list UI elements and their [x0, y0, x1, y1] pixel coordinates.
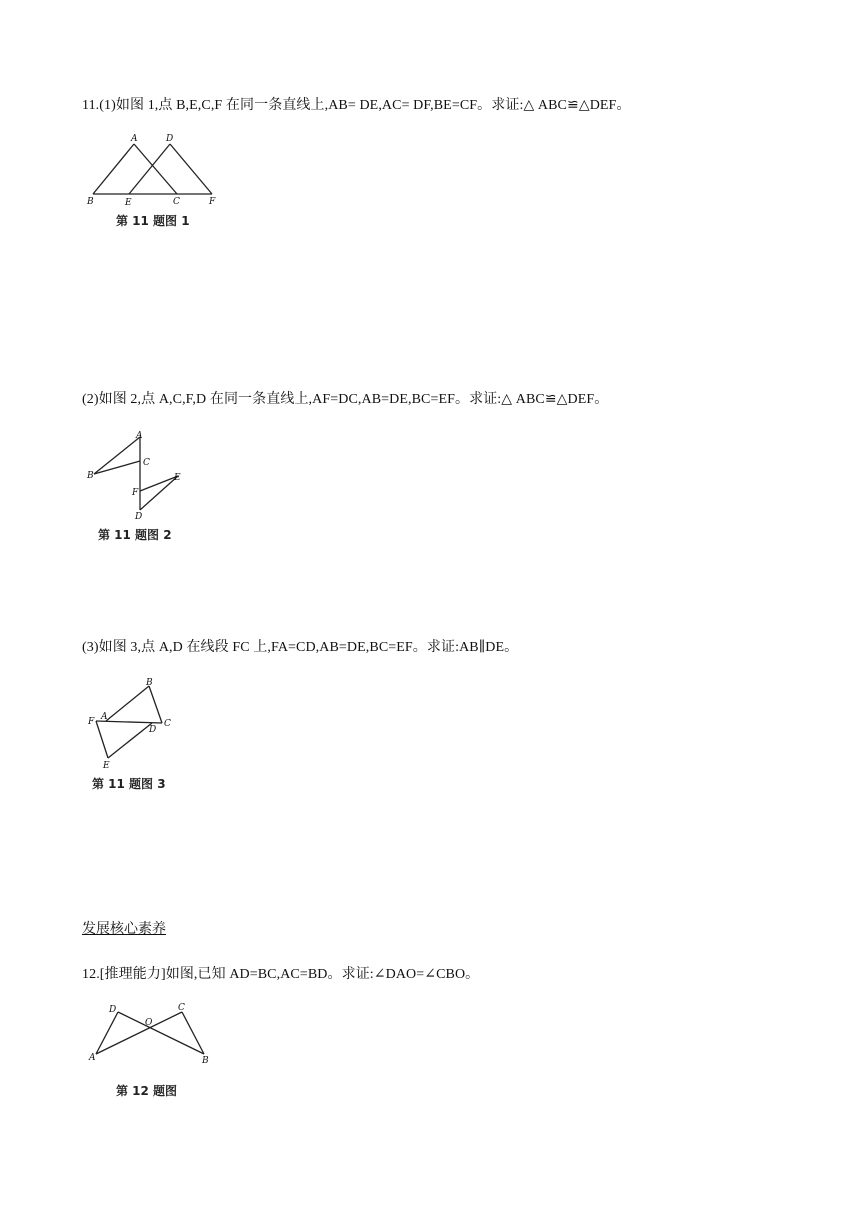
segment-ef [140, 476, 178, 491]
label-d: D [135, 512, 143, 522]
label-o: O [145, 1018, 153, 1028]
label-e: E [103, 761, 110, 771]
label-c: C [178, 1003, 185, 1013]
segment-ab [93, 144, 134, 194]
question-12: 12.[推理能力]如图,已知 AD=BC,AC=BD。求证:∠DAO=∠CBO。 [82, 967, 480, 982]
figure-11-2 [82, 428, 192, 523]
label-b: B [202, 1056, 209, 1066]
label-b: B [87, 471, 94, 481]
label-f: F [132, 488, 139, 498]
label-a: A [89, 1053, 96, 1063]
segment-ab [94, 437, 140, 474]
segment-ac [134, 144, 177, 194]
label-c: C [164, 719, 171, 729]
label-e: E [174, 473, 181, 483]
figure-12 [82, 1000, 217, 1070]
segment-ab [106, 686, 149, 721]
section-heading: 发展核心素养 [82, 921, 166, 937]
label-a: A [131, 134, 138, 144]
segment-ed [129, 144, 170, 194]
segment-ac [96, 1012, 182, 1054]
segment-db [118, 1012, 204, 1054]
label-c: C [143, 458, 150, 468]
label-b: B [87, 197, 94, 207]
segment-cb [182, 1012, 204, 1054]
label-d: D [109, 1005, 117, 1015]
segment-bc [149, 686, 162, 723]
figure-11-1-svg [82, 132, 222, 212]
figure-11-1 [82, 132, 222, 212]
segment-de [140, 476, 178, 510]
segment-ed [108, 723, 152, 758]
label-f: F [88, 717, 95, 727]
caption-11-3: 第 11 题图 3 [92, 777, 166, 791]
label-b: B [146, 678, 153, 688]
question-11-part-2: (2)如图 2,点 A,C,F,D 在同一条直线上,AF=DC,AB=DE,BC=EF。求证:△ ABC≌△DEF。 [82, 392, 609, 407]
label-f: F [209, 197, 216, 207]
caption-12: 第 12 题图 [116, 1084, 178, 1098]
label-c: C [173, 197, 180, 207]
segment-bc [94, 461, 140, 474]
label-a: A [136, 431, 143, 441]
figure-11-2-svg [82, 428, 192, 523]
label-d: D [166, 134, 174, 144]
question-11-part-3: (3)如图 3,点 A,D 在线段 FC 上,FA=CD,AB=DE,BC=EF。求证:AB∥DE。 [82, 640, 519, 655]
figure-11-3-svg [82, 674, 182, 774]
figure-12-svg [82, 1000, 217, 1070]
label-e: E [125, 198, 132, 208]
caption-11-2: 第 11 题图 2 [98, 528, 172, 542]
figure-11-3 [82, 674, 182, 774]
label-d: D [149, 725, 157, 735]
segment-df [170, 144, 212, 194]
segment-ad [96, 1012, 118, 1054]
label-a: A [101, 712, 108, 722]
question-11-part-1: 11.(1)如图 1,点 B,E,C,F 在同一条直线上,AB= DE,AC= DF,BE=CF。求证:△ ABC≌△DEF。 [82, 98, 631, 113]
segment-fe [96, 721, 108, 758]
caption-11-1: 第 11 题图 1 [116, 214, 190, 228]
